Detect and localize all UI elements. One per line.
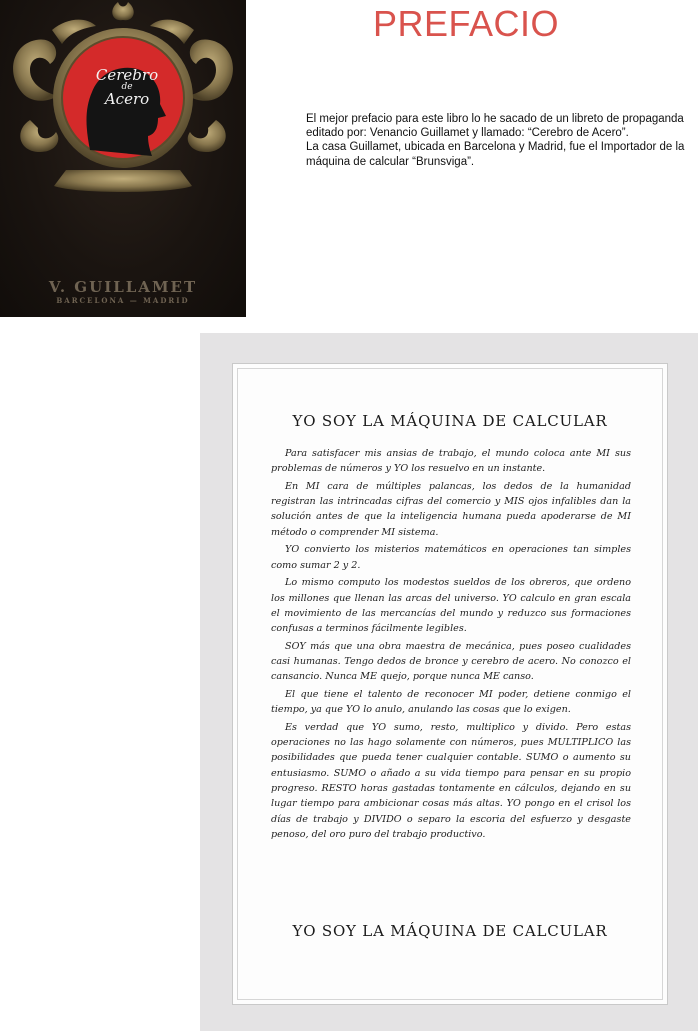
cover-title-line3: Acero <box>104 90 150 108</box>
intro-paragraph: El mejor prefacio para este libro lo he sacado de un libreto de propaganda editado por: Venancio Guillamet y llamado: “Cerebro de Acero”. <box>306 113 684 140</box>
cover-title-line1: Cerebro <box>95 66 159 84</box>
cover-cities: BARCELONA — MADRID <box>56 296 190 305</box>
intro-text <box>306 112 686 169</box>
scanned-page-frame <box>232 363 668 1005</box>
scan-paragraph: Para satisfacer mis ansias de trabajo, el mundo coloca ante MI sus problemas de números y YO los resuelvo en un instante. <box>271 448 631 475</box>
scan-paragraph: YO convierto los misterios matemáticos en operaciones tan simples como sumar 2 y 2. <box>271 544 631 571</box>
scan-paragraph: SOY más que una obra maestra de mecánica, pues poseo cualidades casi humanas. Tengo dedos de bronce y cerebro de acero. No conozco el cansancio. Nunca ME quejo, porque nunca ME canso. <box>271 640 631 683</box>
cover-emblem <box>0 0 246 220</box>
scan-paragraph: En MI cara de múltiples palancas, los dedos de la humanidad registran las intrincadas cifras del comercio y MIS ojos infalibles dan la solución antes de que la inteligencia humana pueda apoderarse de MI método o comprender MI sistema. <box>271 480 631 538</box>
cover-image <box>0 0 246 317</box>
scan-body <box>271 446 631 845</box>
page-title: PREFACIO <box>373 3 560 44</box>
intro-paragraph: La casa Guillamet, ubicada en Barcelona y Madrid, fue el Importador de la máquina de calcular “Brunsviga”. <box>306 141 685 168</box>
scan-paragraph: Lo mismo computo los modestos sueldos de los obreros, que ordeno los millones que llenan las arcas del universo. YO calculo en gran escala el movimiento de las mercancías del mundo y reduzco sus formaciones confusas a terminos fácilmente legibles. <box>271 577 631 635</box>
scan-paragraph: El que tiene el talento de reconocer MI poder, detiene conmigo el tiempo, ya que YO lo anulo, anulando las cosas que lo exigen. <box>271 688 631 716</box>
cover-title-line2: de <box>121 82 133 92</box>
scan-paragraph: Es verdad que YO sumo, resto, multiplico y divido. Pero estas operaciones no las hago solamente con números, pues MULTIPLICO las posibilidades que pueda tener cualquier contable. SUMO o aumento su entusiasmo. SUMO o añado a su vida tiempo para pensar en su propio progreso. RESTO horas gastadas tontamente en cálculos, dejando en su lugar tiempo para ambicionar cosas más altas. YO pongo en el crisol los días de trabajo y DIVIDO o separo la escoria del esfuerzo y desgaste penoso, del oro puro del trabajo productivo. <box>271 721 631 840</box>
scan-heading-top: YO SOY LA MÁQUINA DE CALCULAR <box>292 412 608 430</box>
scan-heading-bottom: YO SOY LA MÁQUINA DE CALCULAR <box>292 922 608 940</box>
cover-brand: V. GUILLAMET <box>48 278 198 296</box>
scanned-page <box>200 333 698 1031</box>
